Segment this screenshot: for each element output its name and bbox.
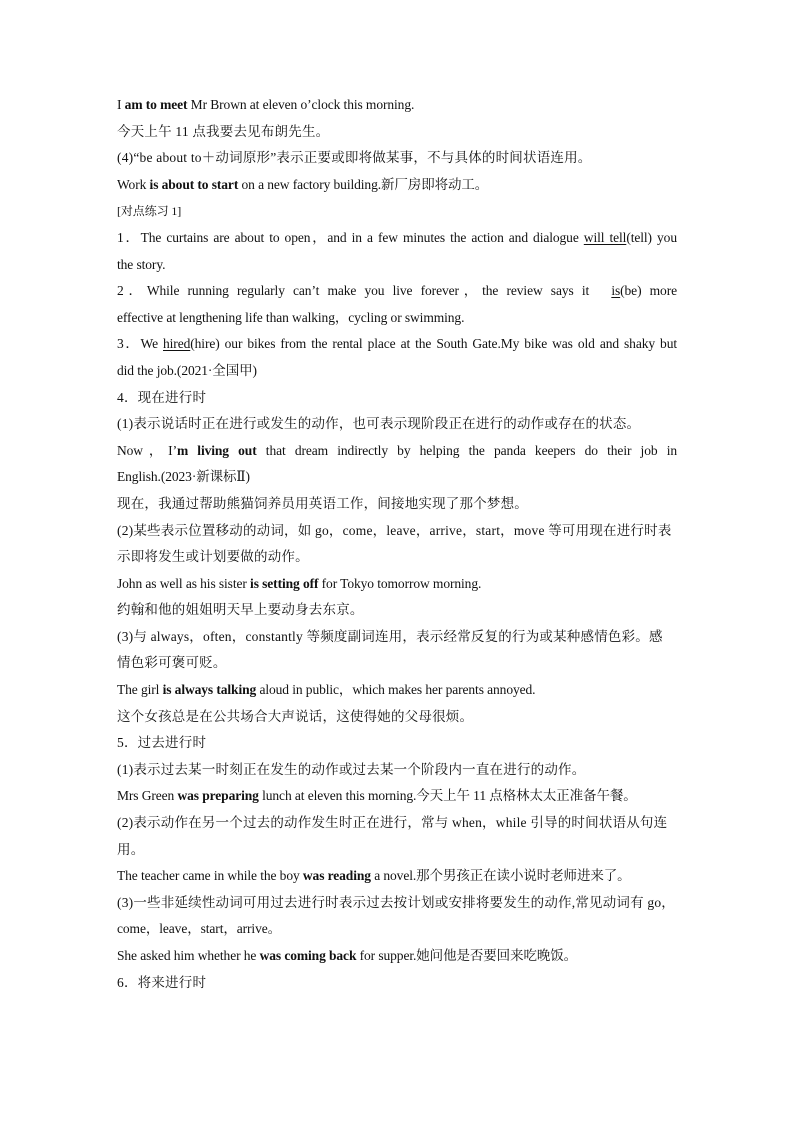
- example-sentence: The teacher came in while the boy was reading a novel.那个男孩正在读小说时老师进来了。: [117, 868, 631, 884]
- rule-text: (1)表示过去某一时刻正在发生的动作或过去某一个阶段内一直在进行的动作。: [117, 761, 586, 777]
- section-heading: 6．将来进行时: [117, 974, 207, 990]
- rule-text: (2)表示动作在另一个过去的动作发生时正在进行，常与 when，while 引导的时间状语从句连: [117, 815, 668, 831]
- rule-text: (3)与 always，often，constantly 等频度副词连用，表示经常反复的行为或某种感情色彩。感: [117, 628, 663, 644]
- rule-text: (4)“be about to＋动词原形”表示正要或即将做某事，不与具体的时间状语连用。: [117, 150, 592, 166]
- exercise-item-2: 2．While running regularly can’t make you live forever，the review says it is(be) more: [117, 283, 677, 299]
- exercise-item-1-cont: the story.: [117, 256, 166, 272]
- rule-text-cont: 情色彩可褒可贬。: [117, 655, 227, 671]
- answer-blank: will tell: [583, 229, 627, 245]
- exercise-heading: [对点练习 1]: [117, 204, 182, 219]
- answer-blank: is: [611, 283, 621, 299]
- translation: 现在，我通过帮助熊猫饲养员用英语工作，间接地实现了那个梦想。: [117, 495, 528, 511]
- example-sentence: Mrs Green was preparing lunch at eleven this morning.今天上午 11 点格林太太正准备午餐。: [117, 788, 637, 804]
- section-heading: 5．过去进行时: [117, 735, 207, 751]
- example-sentence: Now，I’m living out that dream indirectly by helping the panda keepers do their job in: [117, 442, 677, 458]
- exercise-item-2-cont: effective at lengthening life than walking，cycling or swimming.: [117, 309, 465, 325]
- example-sentence: Work is about to start on a new factory building.新厂房即将动工。: [117, 176, 489, 192]
- rule-text: (3)一些非延续性动词可用过去进行时表示过去按计划或安排将要发生的动作,常见动词有 go，: [117, 894, 675, 910]
- exercise-item-3-cont: did the job.(2021·全国甲): [117, 362, 257, 378]
- example-sentence: The girl is always talking aloud in public，which makes her parents annoyed.: [117, 682, 536, 698]
- exercise-item-3: 3．We hired(hire) our bikes from the rental place at the South Gate.My bike was old and shaky but: [117, 336, 677, 352]
- rule-text-cont: come，leave，start，arrive。: [117, 921, 282, 937]
- section-heading: 4．现在进行时: [117, 389, 207, 405]
- rule-text-cont: 示即将发生或计划要做的动作。: [117, 549, 309, 565]
- rule-text-cont: 用。: [117, 841, 145, 857]
- translation: 约翰和他的姐姐明天早上要动身去东京。: [117, 602, 364, 618]
- example-sentence: She asked him whether he was coming back for supper.她问他是否要回来吃晚饭。: [117, 948, 578, 963]
- translation: 这个女孩总是在公共场合大声说话，这使得她的父母很烦。: [117, 708, 474, 724]
- rule-text: (2)某些表示位置移动的动词，如 go，come，leave，arrive，start，move 等可用现在进行时表: [117, 522, 672, 538]
- translation: 今天上午 11 点我要去见布朗先生。: [117, 123, 330, 139]
- example-sentence-cont: English.(2023·新课标Ⅱ): [117, 469, 250, 485]
- example-sentence: John as well as his sister is setting off for Tokyo tomorrow morning.: [117, 575, 482, 591]
- page-content: [117, 92, 677, 996]
- exercise-item-1: 1．The curtains are about to open，and in a few minutes the action and dialogue will tell(tell) you: [117, 229, 677, 245]
- answer-blank: hired: [163, 336, 191, 352]
- rule-text: (1)表示说话时正在进行或发生的动作，也可表示现阶段正在进行的动作或存在的状态。: [117, 416, 641, 432]
- example-sentence: I am to meet Mr Brown at eleven o’clock this morning.: [117, 97, 415, 112]
